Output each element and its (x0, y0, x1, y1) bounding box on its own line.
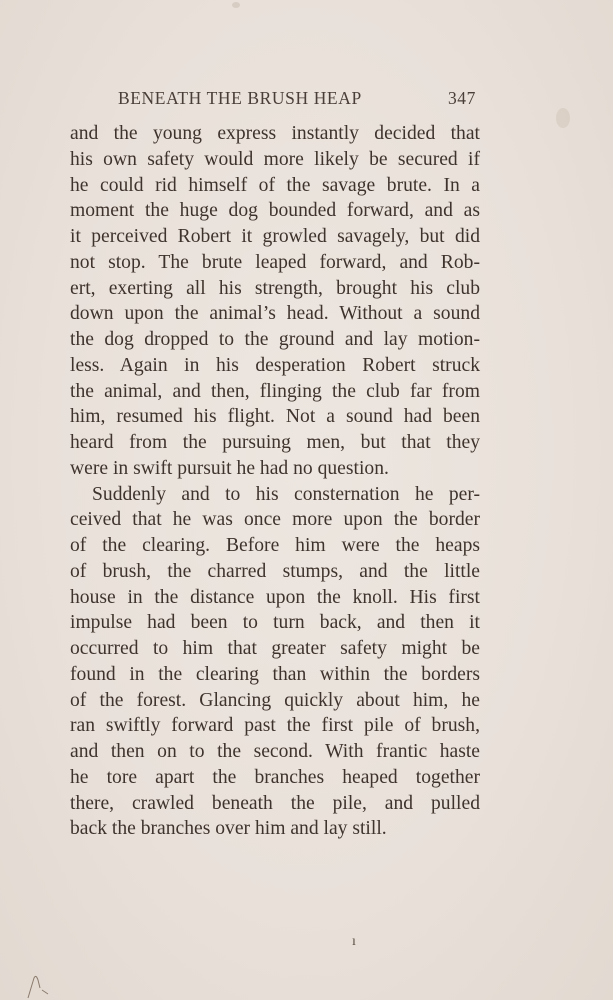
running-header (118, 88, 478, 114)
paragraph-1 (70, 121, 480, 482)
text-line: impulse had been to turn back, and then it (70, 612, 480, 634)
text-line: not stop. The brute leaped forward, and Rob- (70, 251, 480, 273)
text-line: Suddenly and to his consternation he per- (92, 483, 480, 505)
text-line: he could rid himself of the savage brute. In a (70, 174, 480, 196)
text-line: and the young express instantly decided that (70, 123, 480, 144)
text-line: ceived that he was once more upon the border (70, 509, 480, 531)
text-line: occurred to him that greater safety might be (70, 638, 480, 659)
signature-mark: ı (352, 934, 356, 949)
text-line: the dog dropped to the ground and lay motion- (70, 329, 480, 350)
text-line: him, resumed his flight. Not a sound had been (70, 406, 480, 428)
text-line: ert, exerting all his strength, brought his club (70, 277, 480, 299)
text-line: it perceived Robert it growled savagely, but did (70, 226, 480, 247)
text-line: house in the distance upon the knoll. His first (70, 586, 480, 608)
text-line: heard from the pursuing men, but that they (70, 432, 480, 453)
text-line: were in swift pursuit he had no question. (70, 457, 389, 479)
paper-stain (232, 2, 240, 8)
text-line: down upon the animal’s head. Without a sound (70, 303, 480, 325)
text-line: of the forest. Glancing quickly about him, he (70, 689, 480, 711)
text-line: of the clearing. Before him were the heaps (70, 535, 480, 556)
text-line: found in the clearing than within the borders (70, 663, 480, 685)
text-line: of brush, the charred stumps, and the little (70, 560, 480, 582)
text-line: back the branches over him and lay still. (70, 818, 387, 840)
paragraph-2 (70, 482, 480, 843)
text-line: the animal, and then, flinging the club far from (70, 380, 480, 402)
text-line: he tore apart the branches heaped together (70, 766, 480, 788)
text-line: moment the huge dog bounded forward, and as (70, 200, 480, 222)
text-line: there, crawled beneath the pile, and pulled (70, 792, 480, 814)
text-line: and then on to the second. With frantic haste (70, 741, 480, 762)
paper-stain (556, 108, 570, 128)
running-title: BENEATH THE BRUSH HEAP (118, 88, 362, 108)
body-text (70, 121, 480, 842)
text-line: his own safety would more likely be secured if (70, 148, 480, 170)
pencil-mark-icon (24, 970, 58, 1000)
page-number: 347 (447, 88, 476, 108)
text-line: ran swiftly forward past the first pile of brush, (70, 715, 480, 737)
text-line: less. Again in his desperation Robert struck (70, 354, 480, 376)
